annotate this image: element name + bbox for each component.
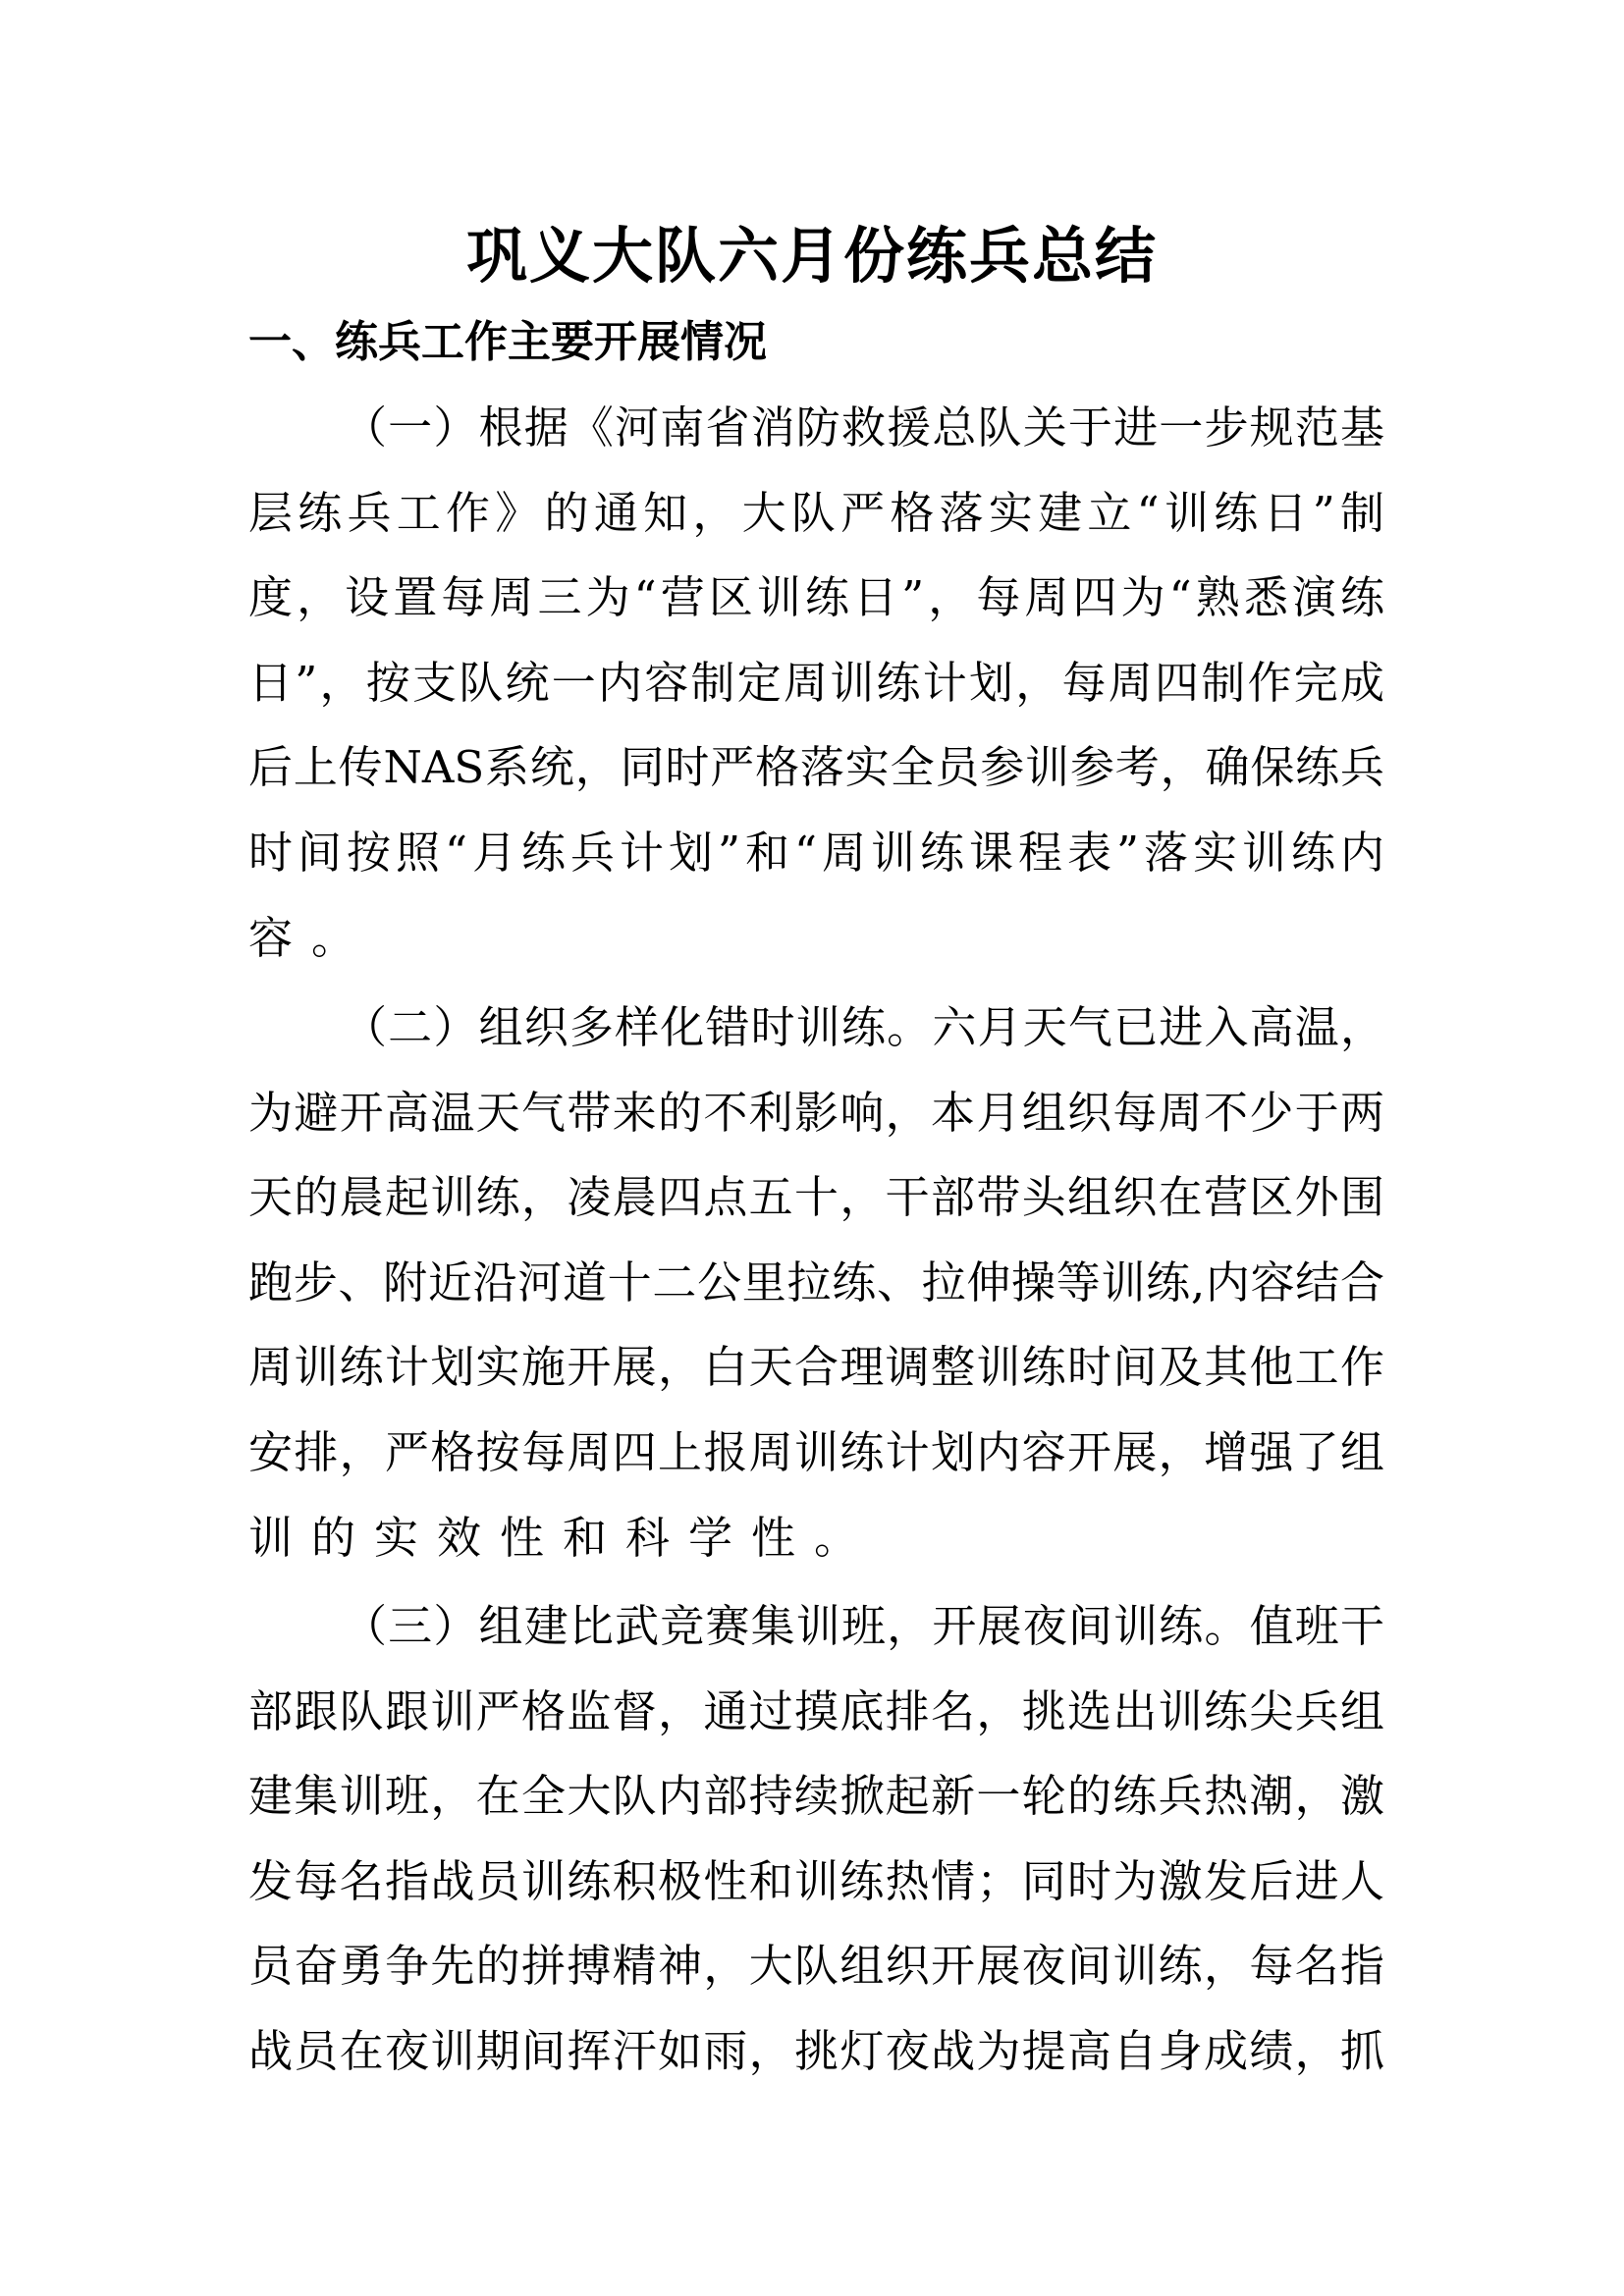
paragraph-line: 层练兵工作》的通知，大队严格落实建立“训练日”制	[248, 486, 1384, 539]
paragraph-3	[248, 1584, 1384, 2095]
paragraph-line: 训的实效性和科学性。	[248, 1511, 878, 1564]
paragraph-line: 建集训班，在全大队内部持续掀起新一轮的练兵热潮，激	[248, 1770, 1384, 1823]
document-title: 巩义大队六月份练兵总结	[465, 220, 1158, 292]
paragraph-line: 周训练计划实施开展，白天合理调整训练时间及其他工作	[248, 1341, 1384, 1394]
paragraph-line: 发每名指战员训练积极性和训练热情；同时为激发后进人	[248, 1854, 1384, 1907]
paragraph-2	[248, 986, 1384, 1580]
paragraph-line: 为避开高温天气带来的不利影响，本月组织每周不少于两	[248, 1086, 1384, 1139]
paragraph-line: 战员在夜训期间挥汗如雨，挑灯夜战为提高自身成绩，抓	[248, 2024, 1384, 2077]
paragraph-line: （二）组织多样化错时训练。六月天气已进入高温，	[343, 1001, 1384, 1053]
paragraph-line: （三）组建比武竞赛集训班，开展夜间训练。值班干	[343, 1600, 1384, 1652]
paragraph-line: 安排，严格按每周四上报周训练计划内容开展，增强了组	[248, 1425, 1384, 1478]
section-heading: 一、练兵工作主要开展情况	[248, 317, 767, 367]
paragraph-line: 部跟队跟训严格监督，通过摸底排名，挑选出训练尖兵组	[248, 1684, 1384, 1737]
paragraph-1	[248, 386, 1384, 981]
paragraph-line: （一）根据《河南省消防救援总队关于进一步规范基	[343, 401, 1384, 454]
paragraph-line: 日”，按支队统一内容制定周训练计划，每周四制作完成	[248, 656, 1384, 709]
paragraph-line: 度，设置每周三为“营区训练日”，每周四为“熟悉演练	[248, 571, 1384, 624]
paragraph-line: 时间按照“月练兵计划”和“周训练课程表”落实训练内	[248, 826, 1384, 879]
paragraph-line: 跑步、附近沿河道十二公里拉练、拉伸操等训练,内容结合	[248, 1255, 1384, 1308]
paragraph-line: 员奋勇争先的拼搏精神，大队组织开展夜间训练，每名指	[248, 1940, 1384, 1993]
paragraph-line: 容。	[248, 911, 375, 964]
paragraph-line: 后上传NAS系统，同时严格落实全员参训参考，确保练兵	[248, 741, 1384, 794]
paragraph-line: 天的晨起训练，凌晨四点五十，干部带头组织在营区外围	[248, 1171, 1384, 1224]
